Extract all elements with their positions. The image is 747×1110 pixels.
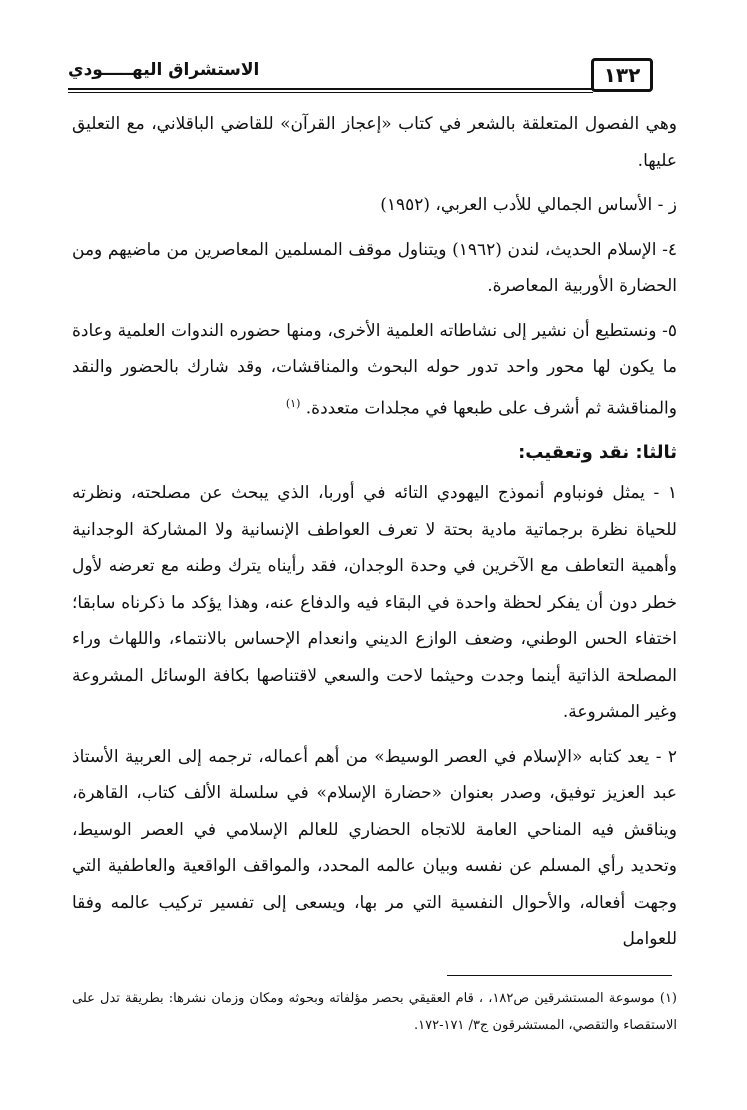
paragraph: وهي الفصول المتعلقة بالشعر في كتاب «إعجاز القرآن» للقاضي الباقلاني، مع التعليق عليها. <box>72 114 677 171</box>
footnote-rule <box>447 975 672 976</box>
paragraph: ٢ - يعد كتابه «الإسلام في العصر الوسيط» من أهم أعماله، ترجمه إلى العربية الأستاذ عبد العزيز توفيق، وصدر بعنوان «حضارة الإسلام» في سلسلة الألف كتاب، القاهرة، ويناقش فيه المناحي العامة للاتجاه الحضاري للعالم الإسلامي في العصر الوسيط، وتحديد رأي المسلم عن نفسه وبيان عالمه المحدد، والمواقف الواقعية والعاطفية التي وجهت أفعاله، والأحوال النفسية التي مر بها، ويسعى إلى تفسير تركيب عالمه وفقا للعوامل <box>72 746 677 950</box>
main-text <box>72 106 677 966</box>
header-rule-thin <box>68 92 593 93</box>
header-rule <box>68 88 593 90</box>
section-heading: ثالثا: نقد وتعقيب: <box>518 441 677 463</box>
paragraph: ١ - يمثل فونباوم أنموذج اليهودي التائه في أوربا، الذي يبحث عن مصلحته، ونظرته للحياة نظرة برجماتية مادية بحتة لا تعرف العواطف الإنسانية ولا المشاركة الوجدانية وأهمية التعاطف مع الآخرين في وحدة الوجدان، فقد رأيناه يترك وطنه مع تعرضه لأول خطر دون أن يفكر لحظة واحدة في البقاء فيه والدفاع عنه، وهذا يؤكد ما ذكرناه سابقا؛ اختفاء الحس الوطني، وضعف الوازع الديني وانعدام الإحساس بالانتماء، واللهاث وراء المصلحة الذاتية أينما وجدت وحيثما لاحت والسعي لاقتناصها بكافة الوسائل المشروعة وغير المشروعة. <box>72 483 677 723</box>
paragraph: ز - الأساس الجمالي للأدب العربي، (١٩٥٢) <box>380 195 677 215</box>
footnote: (١) موسوعة المستشرقين ص١٨٢، ، قام العقيقي بحصر مؤلفاته وبحوثه ومكان وزمان نشرها: بطريقة تدل على الاستقصاء والتقصي، المستشرقون ج٣/ ١٧١-١٧٢. <box>72 991 677 1033</box>
running-title: الاستشراق اليهـــــودي <box>68 60 260 80</box>
footnote-reference: (١) <box>285 396 301 410</box>
paragraph: ٤- الإسلام الحديث، لندن (١٩٦٢) ويتناول موقف المسلمين المعاصرين من ماضيهم ومن الحضارة الأوربية المعاصرة. <box>72 239 677 296</box>
page-number: ١٣٢ <box>591 58 653 92</box>
paragraph-text: ٥- ونستطيع أن نشير إلى نشاطاته العلمية الأخرى، ومنها حضوره الندوات العلمية وعادة ما يكون لها محور واحد تدور حوله البحوث والمناقشات، وقد شارك بالحضور والنقد والمناقشة ثم أشرف على طبعها في مجلدات متعددة. <box>72 320 677 419</box>
paragraph <box>72 313 677 427</box>
page-header <box>68 58 653 94</box>
